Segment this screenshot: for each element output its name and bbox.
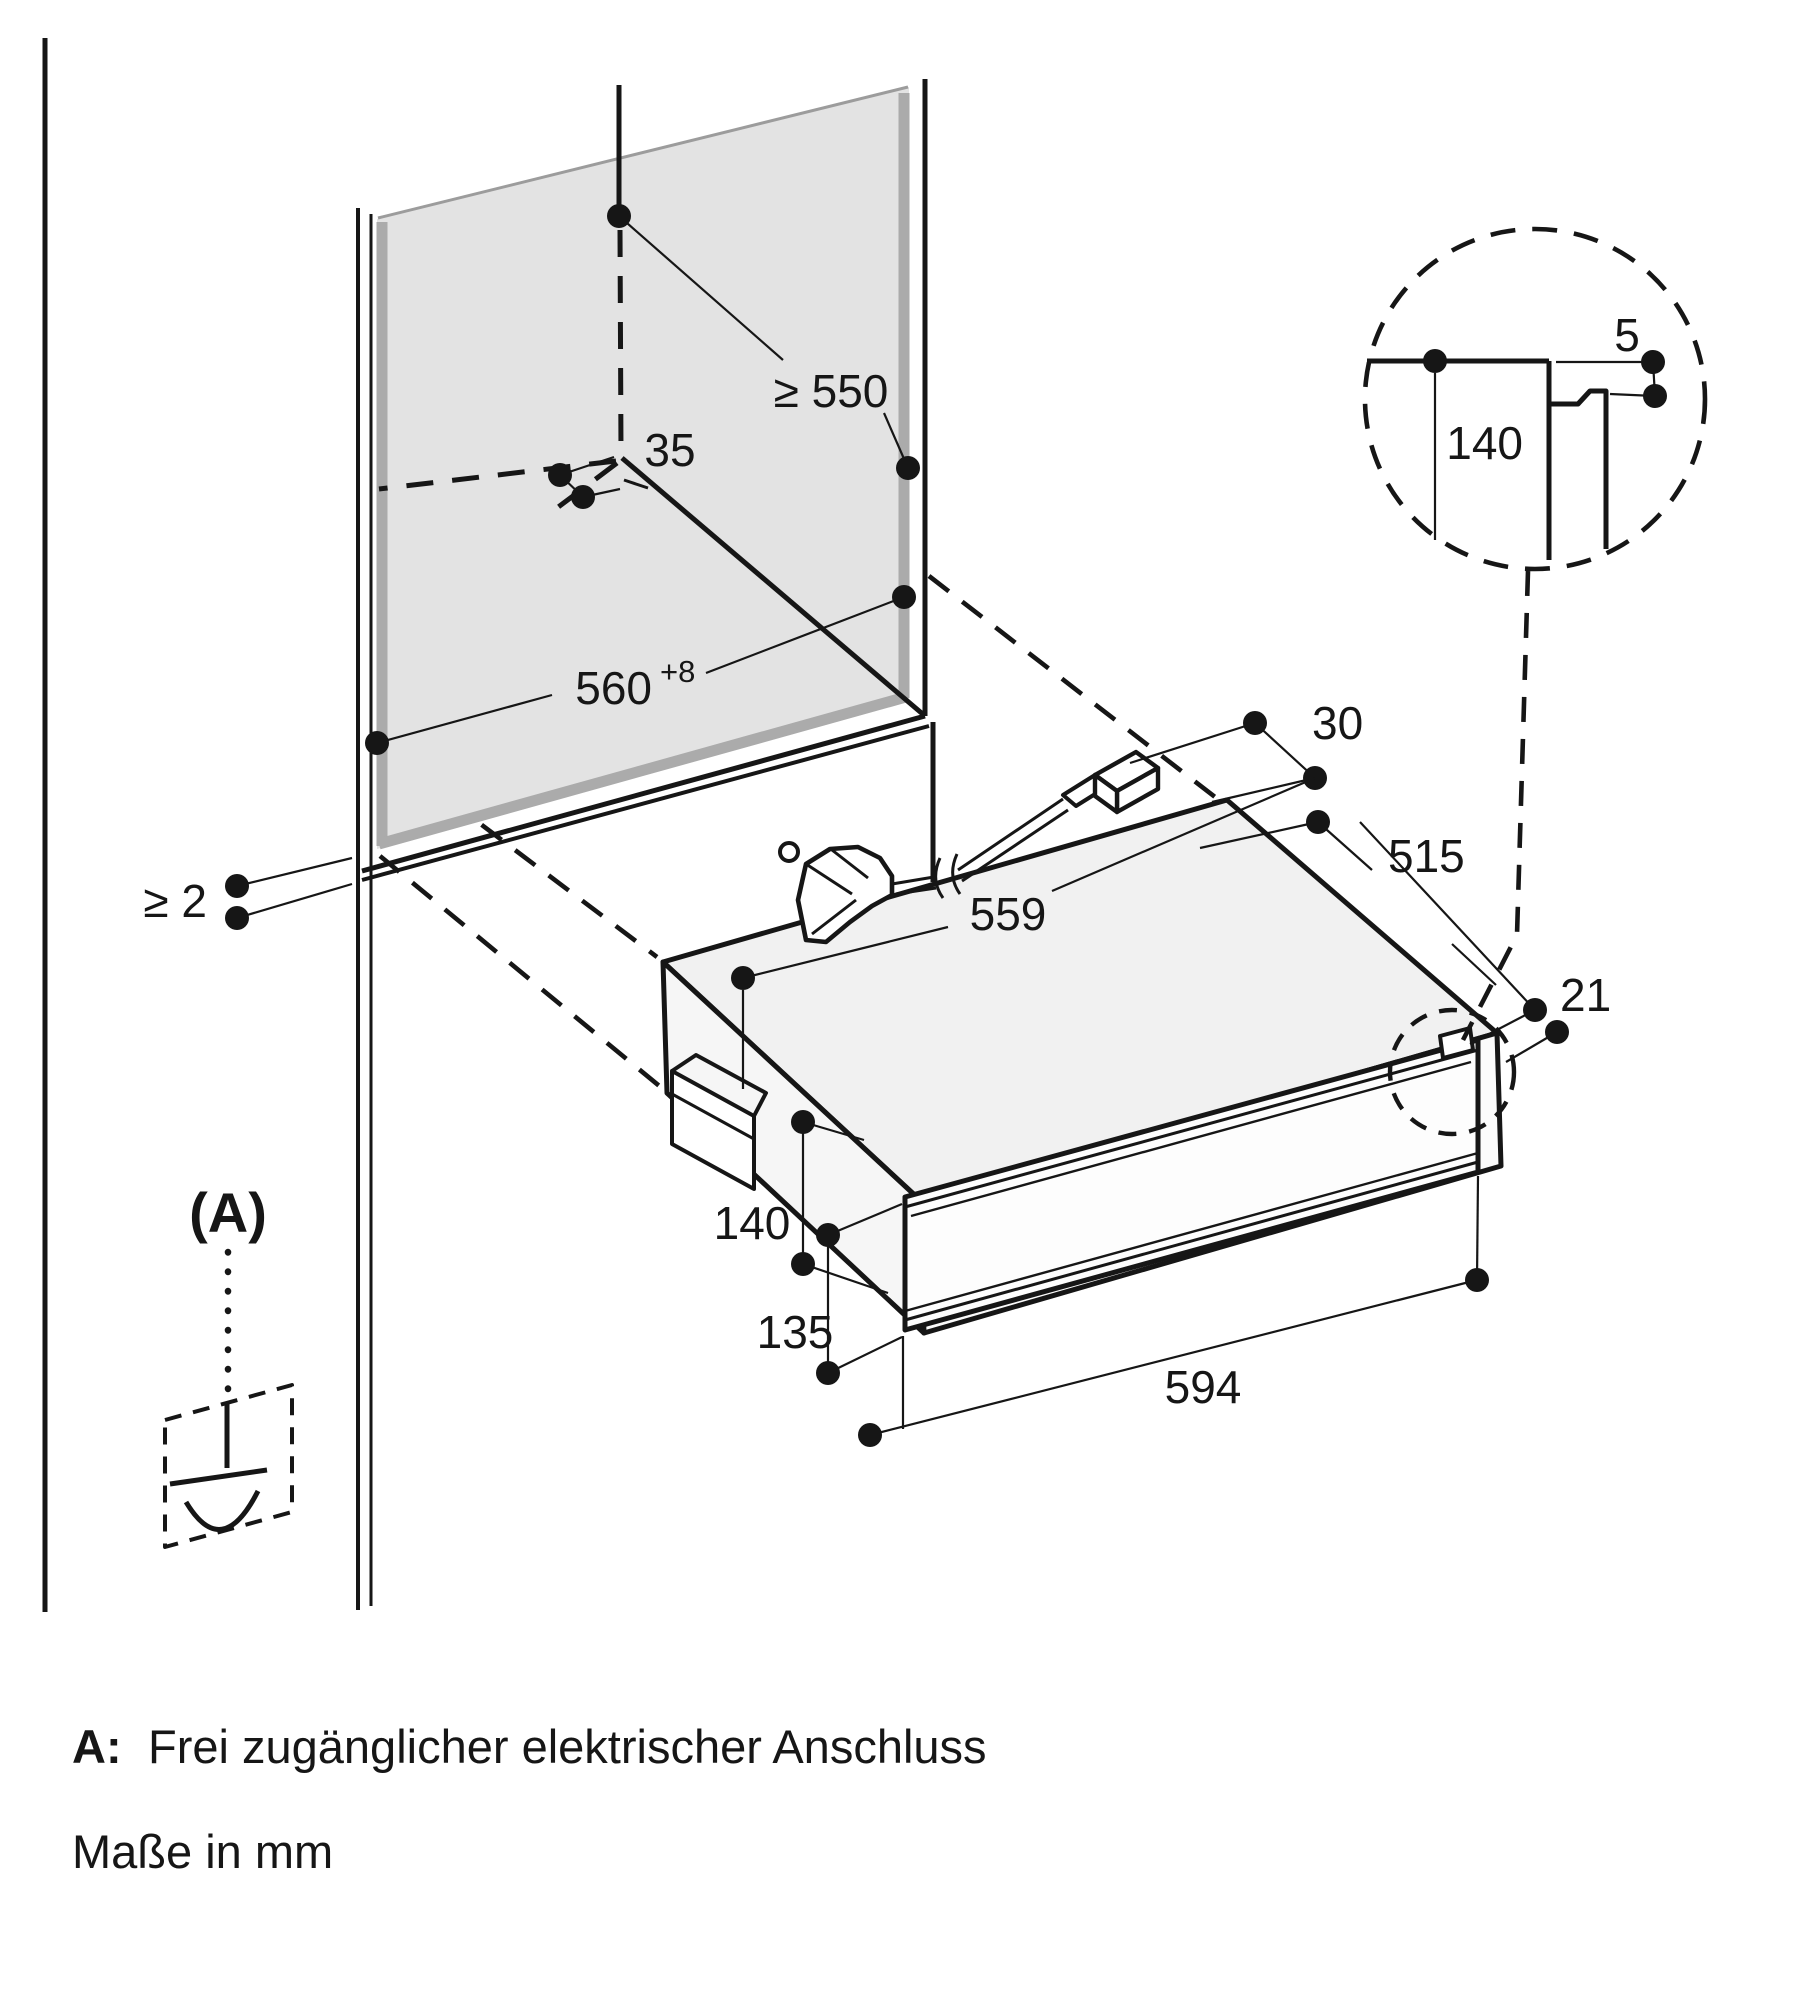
- dim-body-height-label: 140: [713, 1197, 791, 1249]
- dim-detail-gap-label: 5: [1614, 309, 1640, 361]
- callout-a-label: (A): [189, 1181, 267, 1244]
- appliance-drawing: [663, 800, 1501, 1333]
- dim-detail-height-label: 140: [1446, 417, 1523, 469]
- note-units: Maße in mm: [72, 1825, 334, 1878]
- notes: [72, 1720, 987, 1878]
- dim-niche-depth-label: ≥ 550: [773, 365, 889, 417]
- note-a-text: Frei zugänglicher elektrischer Anschluss: [148, 1720, 987, 1773]
- dim-panel-width-label: 594: [1164, 1361, 1242, 1413]
- dim-wall-gap-label: ≥ 2: [143, 875, 207, 927]
- dim-body-width-label: 559: [969, 888, 1047, 940]
- note-a-prefix: A:: [72, 1720, 122, 1773]
- detail-leader: [1463, 571, 1528, 1040]
- dim-body-depth-label: 515: [1388, 830, 1465, 882]
- socket-outlet-icon: [170, 1404, 267, 1529]
- mains-connector-icon: [1063, 752, 1158, 812]
- dim-detail-height: [1423, 349, 1523, 540]
- dim-panel-height-label: 135: [756, 1306, 834, 1358]
- dim-wall-gap: [143, 858, 352, 930]
- niche-drawing: [45, 38, 933, 1612]
- niche-back-panel: [377, 87, 909, 849]
- dim-niche-width-label: 560: [575, 662, 652, 714]
- dim-rear-clearance: [1130, 697, 1363, 802]
- electrical-callout: [165, 1181, 292, 1547]
- dim-recess-depth-label: 35: [644, 424, 696, 476]
- dim-detail-gap: [1556, 309, 1667, 408]
- dim-niche-width-tolerance-label: +8: [660, 654, 696, 689]
- dim-rear-clearance-label: 30: [1312, 697, 1364, 749]
- dim-panel-setback-label: 21: [1560, 969, 1612, 1021]
